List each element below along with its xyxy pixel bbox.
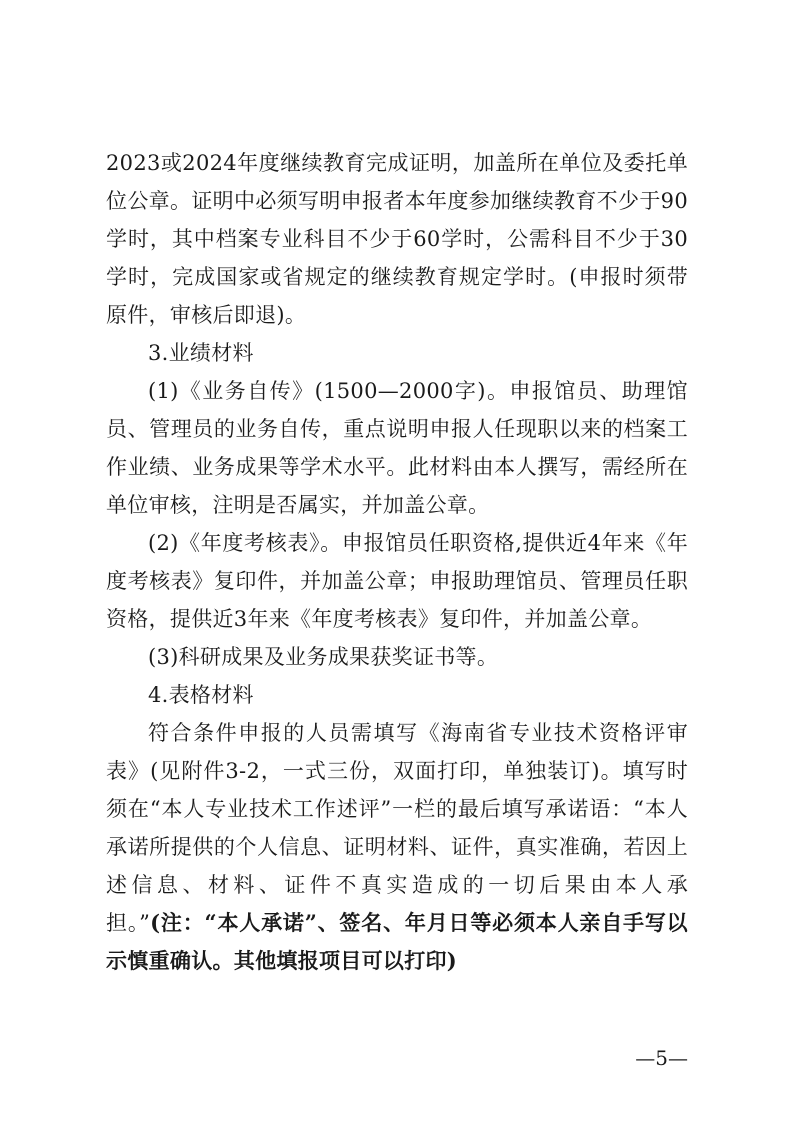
item-annual-assessment-form: (2)《年度考核表》。申报馆员任职资格,提供近4年来《年度考核表》复印件，并加盖公章；申报助理馆员、管理员任职资格，提供近3年来《年度考核表》复印件，并加盖公章。: [106, 531, 688, 631]
section-heading-performance-materials: 3.业绩材料: [148, 341, 254, 365]
document-body: [106, 144, 688, 980]
page-number: —5—: [635, 1046, 688, 1070]
form-materials-paragraph: [106, 714, 688, 980]
form-materials-note: (注：“本人承诺”、签名、年月日等必须本人亲自手写以示慎重确认。其他填报项目可以打印): [106, 910, 688, 973]
continuing-education-paragraph: 2023或2024年度继续教育完成证明，加盖所在单位及委托单位公章。证明中必须写明申报者本年度参加继续教育不少于90学时，其中档案专业科目不少于60学时，公需科目不少于30学时，完成国家或省规定的继续教育规定学时。(申报时须带原件，审核后即退)。: [106, 151, 688, 327]
item-research-achievements: (3)科研成果及业务成果获奖证书等。: [148, 645, 499, 669]
item-business-autobiography: (1)《业务自传》(1500—2000字)。申报馆员、助理馆员、管理员的业务自传，重点说明申报人任现职以来的档案工作业绩、业务成果等学术水平。此材料由本人撰写，需经所在单位审核，注明是否属实，并加盖公章。: [106, 379, 688, 517]
form-materials-text: 符合条件申报的人员需填写《海南省专业技术资格评审表》(见附件3-2，一式三份，双面打印，单独装订)。填写时须在“本人专业技术工作述评”一栏的最后填写承诺语：“本人承诺所提供的个人信息、证明材料、证件，真实准确，若因上述信息、材料、证件不真实造成的一切后果由本人承担。”: [106, 721, 688, 935]
section-heading-form-materials: 4.表格材料: [148, 683, 254, 707]
